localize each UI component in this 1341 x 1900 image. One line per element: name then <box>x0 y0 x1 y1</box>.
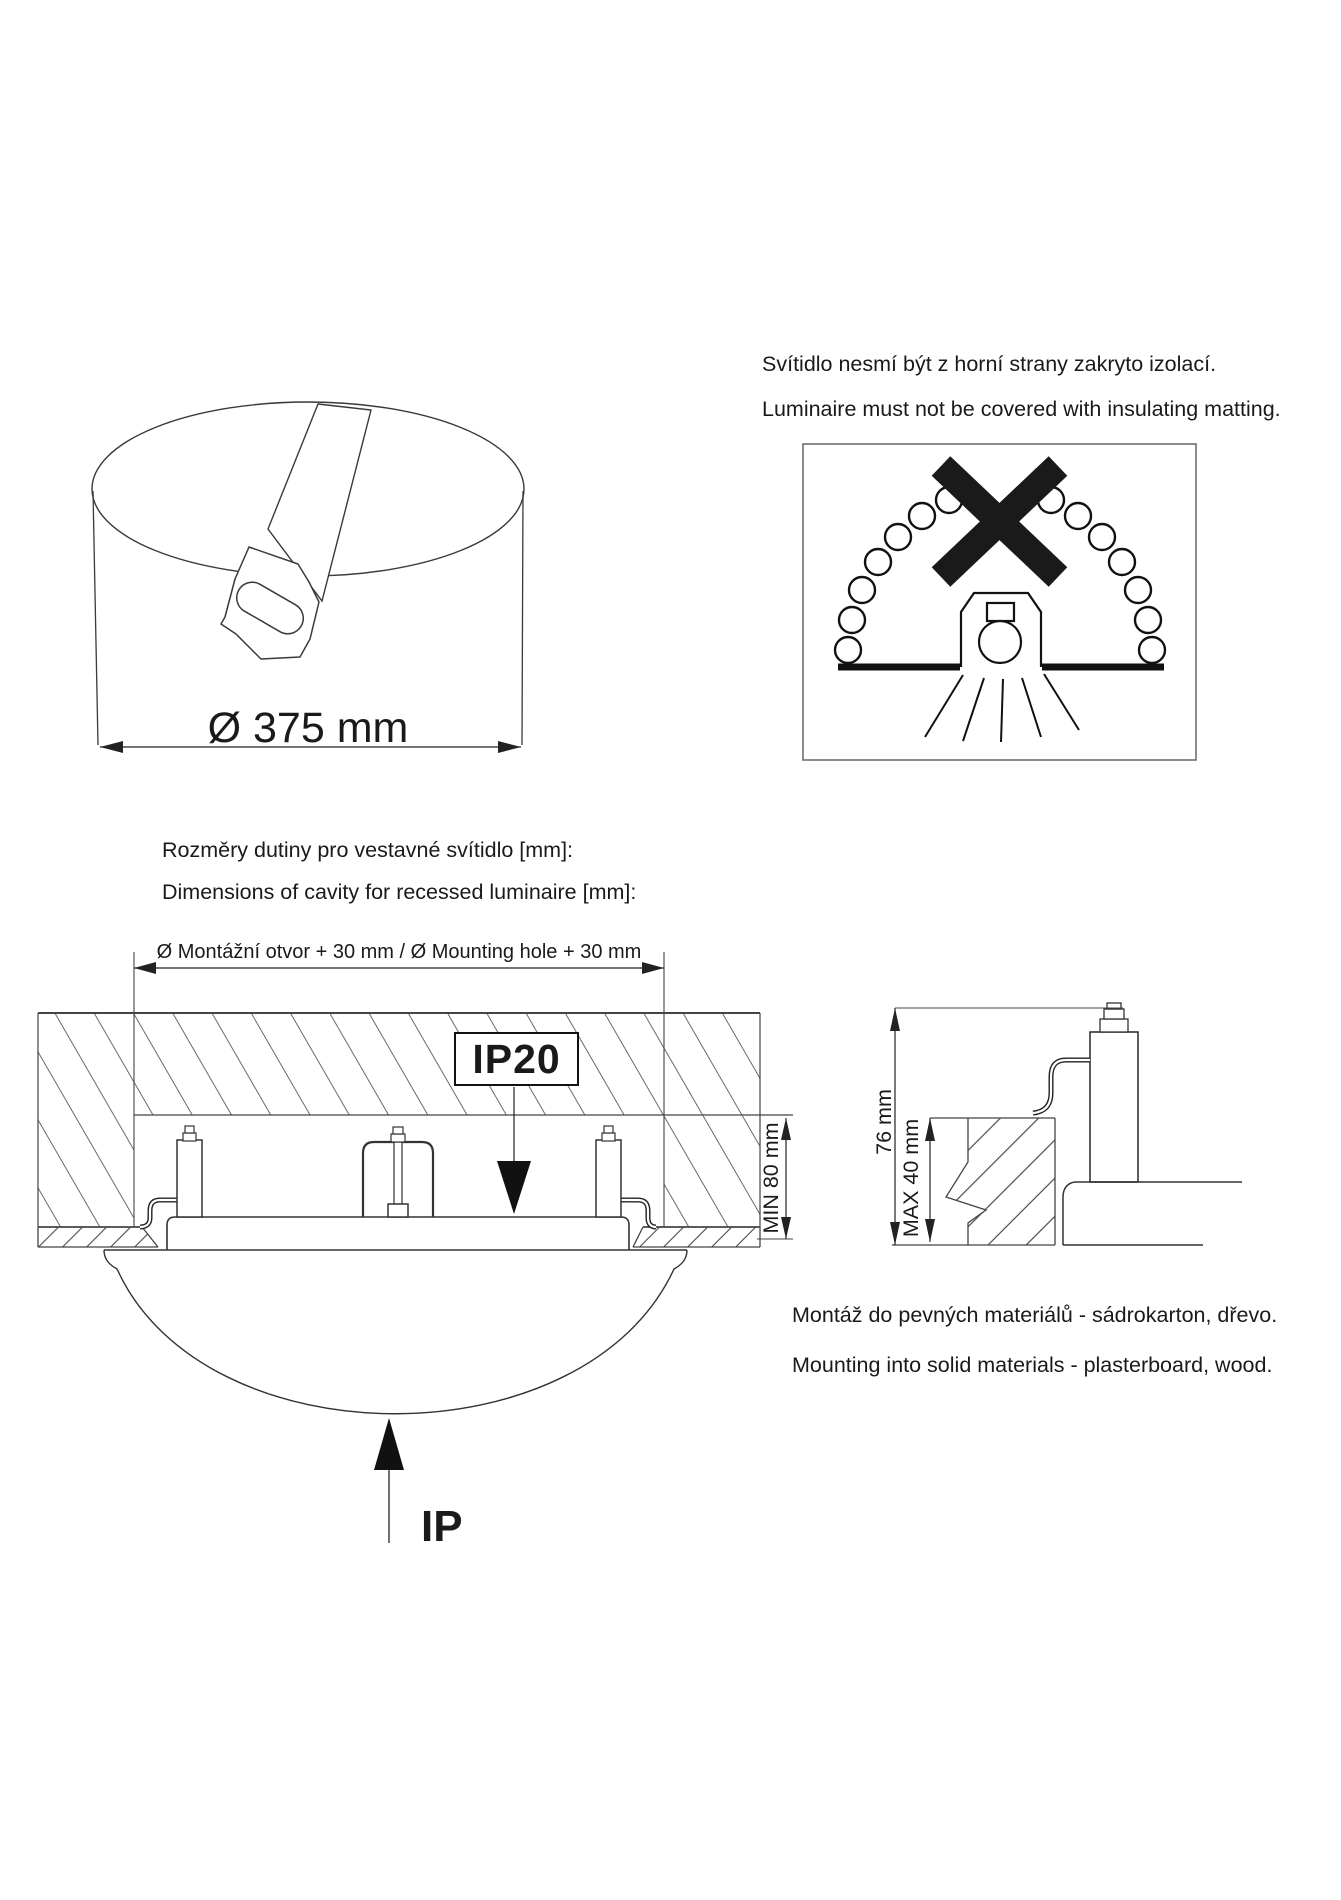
luminaire-tray <box>167 1217 629 1250</box>
detail-clamp-body <box>1090 1003 1138 1182</box>
spring-clamp-right <box>596 1126 621 1217</box>
min-depth-label: MIN 80 mm <box>759 1122 783 1234</box>
detail-thickness-dimension <box>925 1118 935 1242</box>
insulation-note-cz: Svítidlo nesmí být z horní strany zakryto izolací. <box>762 352 1217 376</box>
mounting-hole-figure <box>92 402 524 753</box>
mounting-hole-dimension-label: Ø Montážní otvor + 30 mm / Ø Mounting hole + 30 mm <box>156 941 642 963</box>
glass-dome <box>104 1250 687 1414</box>
ip-direction-arrow <box>374 1418 404 1543</box>
luminaire-glyph <box>961 593 1041 667</box>
mounting-note-cz: Montáž do pevných materiálů - sádrokarton, dřevo. <box>792 1303 1278 1327</box>
board-hatch <box>946 1118 1055 1245</box>
mounting-note-en: Mounting into solid materials - plasterboard, wood. <box>792 1353 1273 1377</box>
no-insulation-warning-icon <box>803 444 1196 760</box>
detail-luminaire-edge <box>1063 1182 1242 1245</box>
ip20-rating-badge: IP20 <box>454 1032 579 1086</box>
detail-thickness-label: MAX 40 mm <box>899 1118 923 1238</box>
clamp-detail-figure <box>890 1003 1242 1245</box>
hole-diameter-label: Ø 375 mm <box>207 704 409 752</box>
detail-spring-arm <box>1033 1060 1090 1113</box>
cavity-cross-section-figure <box>38 952 793 1543</box>
ip-arrow-label: IP <box>421 1502 463 1551</box>
cavity-title-en: Dimensions of cavity for recessed luminaire [mm]: <box>162 880 637 904</box>
spring-clamp-left <box>177 1126 202 1217</box>
cavity-title-cz: Rozměry dutiny pro vestavné svítidlo [mm]: <box>162 838 574 862</box>
mounting-hole-dimension <box>134 962 664 974</box>
detail-height-label: 76 mm <box>872 1089 896 1155</box>
spring-clamp-middle <box>363 1127 433 1217</box>
insulation-note-en: Luminaire must not be covered with insulating matting. <box>762 397 1281 421</box>
